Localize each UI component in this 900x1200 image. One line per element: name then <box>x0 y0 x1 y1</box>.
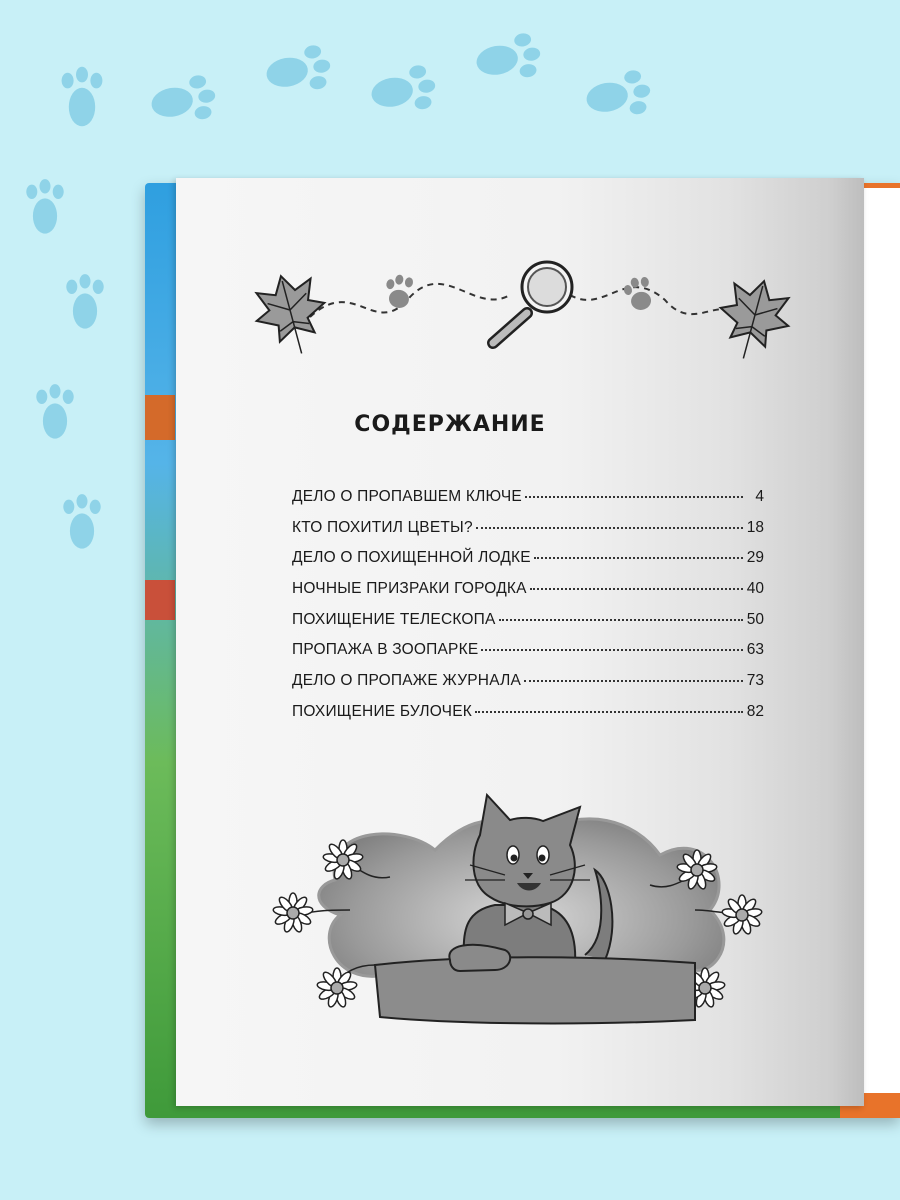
toc-item-page: 29 <box>746 549 764 567</box>
paw-icon <box>148 73 219 128</box>
toc-leader-dots <box>524 680 743 682</box>
toc-item-title: ПОХИЩЕНИЕ ТЕЛЕСКОПА <box>292 610 496 628</box>
toc-item <box>292 703 764 734</box>
toc-item-title: ПОХИЩЕНИЕ БУЛОЧЕК <box>292 702 472 720</box>
paw-icon <box>583 68 654 123</box>
daisy-icon <box>317 968 358 1008</box>
daisy-icon <box>273 893 314 933</box>
toc-item <box>292 580 764 611</box>
toc-item-page: 73 <box>746 672 764 690</box>
table-of-contents <box>292 488 764 734</box>
cover-illustration <box>145 580 175 620</box>
toc-leader-dots <box>534 557 743 559</box>
paw-icon <box>62 67 103 126</box>
toc-leader-dots <box>530 588 743 590</box>
toc-title: СОДЕРЖАНИЕ <box>354 412 546 437</box>
paw-icon <box>622 275 653 312</box>
toc-item <box>292 488 764 519</box>
leaf-icon <box>710 272 798 365</box>
toc-leader-dots <box>476 527 743 529</box>
paw-icon <box>66 274 103 328</box>
leaf-icon <box>247 267 335 362</box>
toc-item <box>292 549 764 580</box>
toc-item-title: ДЕЛО О ПОХИЩЕННОЙ ЛОДКЕ <box>292 549 531 567</box>
toc-item-page: 18 <box>746 518 764 536</box>
toc-item-page: 40 <box>746 580 764 598</box>
cat-illustration <box>265 785 785 1045</box>
toc-item <box>292 672 764 703</box>
toc-item-page: 4 <box>755 488 764 505</box>
daisy-icon <box>722 895 763 935</box>
header-ornament <box>245 255 805 365</box>
paw-icon <box>263 43 334 98</box>
toc-item-page: 63 <box>746 641 764 659</box>
toc-item-title: НОЧНЫЕ ПРИЗРАКИ ГОРОДКА <box>292 580 527 598</box>
paw-icon <box>383 273 414 310</box>
magnifier-icon <box>493 262 572 343</box>
paw-icon <box>368 63 439 118</box>
toc-item <box>292 519 764 550</box>
toc-leader-dots <box>475 711 743 713</box>
toc-item-page: 50 <box>746 610 764 628</box>
paw-icon <box>26 179 63 233</box>
toc-item-title: ДЕЛО О ПРОПАВШЕМ КЛЮЧЕ <box>292 488 522 505</box>
toc-item-page: 82 <box>746 702 764 720</box>
toc-leader-dots <box>525 496 743 498</box>
toc-item <box>292 641 764 672</box>
toc-leader-dots <box>481 649 743 651</box>
paw-icon <box>63 494 100 548</box>
paw-icon <box>473 31 544 86</box>
toc-item-title: КТО ПОХИТИЛ ЦВЕТЫ? <box>292 518 473 536</box>
toc-item-title: ДЕЛО О ПРОПАЖЕ ЖУРНАЛА <box>292 672 521 690</box>
next-page-edge <box>864 188 900 1093</box>
toc-item-title: ПРОПАЖА В ЗООПАРКЕ <box>292 641 479 659</box>
toc-leader-dots <box>499 619 743 621</box>
toc-item <box>292 611 764 642</box>
